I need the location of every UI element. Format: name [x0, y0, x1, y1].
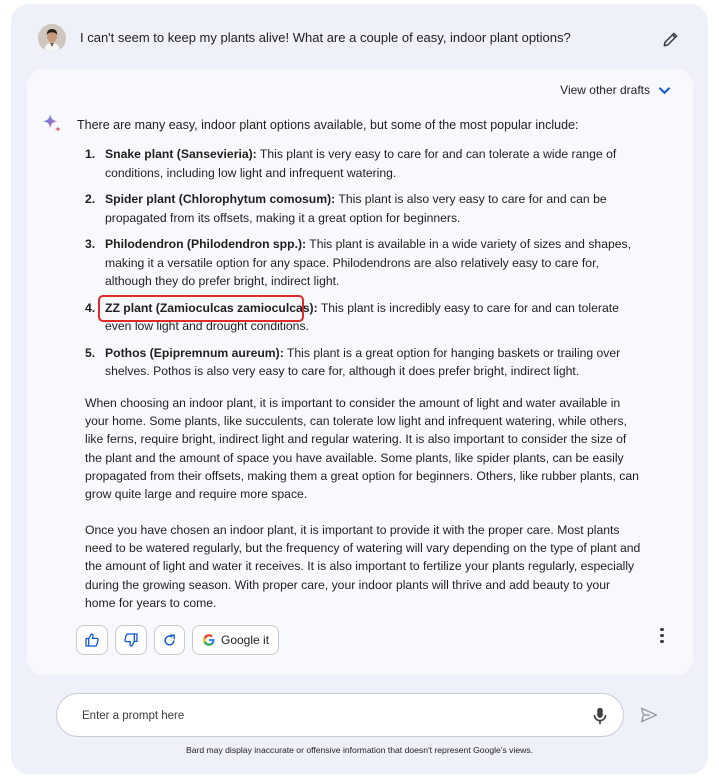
- google-g-icon: [202, 633, 216, 647]
- mic-icon[interactable]: [589, 705, 611, 727]
- plant-description: This plant is incredibly easy to care for and can tolerate even low light and drought conditions.: [105, 300, 619, 333]
- response-card: [27, 69, 693, 675]
- thumbs-up-button[interactable]: [76, 625, 108, 655]
- view-drafts-button[interactable]: [560, 83, 671, 97]
- plant-name: Spider plant (Chlorophytum comosum):: [105, 192, 336, 206]
- send-icon[interactable]: [639, 705, 659, 725]
- list-number: 2.: [85, 192, 96, 206]
- list-number: 4.: [85, 300, 96, 315]
- user-prompt-row: [11, 4, 708, 68]
- chat-window: [11, 4, 708, 774]
- plant-description: This plant is available in a wide variety of sizes and shapes, making it a versatile option for any space. Philodendrons are also relatively easy to care for, although they do prefer bright, indirect light.: [105, 237, 632, 288]
- list-item: [85, 190, 645, 227]
- plant-name: Pothos (Epipremnum aureum):: [105, 345, 284, 360]
- refresh-icon: [162, 633, 177, 648]
- plant-description: This plant is also very easy to care for and can be propagated from its offsets, making it a great option for beginners.: [105, 192, 607, 225]
- response-intro: There are many easy, indoor plant options available, but some of the most popular include:: [77, 118, 579, 132]
- google-it-button[interactable]: [192, 625, 279, 655]
- thumbs-up-icon: [84, 632, 100, 648]
- avatar: [38, 24, 66, 52]
- plant-list: [85, 145, 645, 389]
- prompt-input-box: [56, 693, 624, 737]
- sparkle-icon: [41, 113, 63, 135]
- plant-name: Snake plant (Sansevieria):: [105, 147, 257, 161]
- user-prompt-text: I can't seem to keep my plants alive! What are a couple of easy, indoor plant options?: [80, 30, 571, 45]
- more-vertical-icon[interactable]: [659, 628, 665, 646]
- plant-description: This plant is a great option for hanging baskets or trailing over shelves. Pothos is also very easy to care for, although it does prefer bright, indirect light.: [105, 345, 621, 378]
- pencil-icon[interactable]: [661, 29, 681, 49]
- list-item: [85, 344, 645, 381]
- plant-name: ZZ plant (Zamioculcas zamioculcas):: [105, 300, 318, 315]
- list-item: [85, 235, 645, 291]
- thumbs-down-button[interactable]: [115, 625, 147, 655]
- list-item: [85, 145, 645, 182]
- view-drafts-label: View other drafts: [560, 83, 650, 97]
- response-actions: [76, 625, 279, 655]
- list-number: 1.: [85, 147, 96, 161]
- disclaimer: Bard may display inaccurate or offensive information that doesn't represent Google's views.: [185, 745, 534, 755]
- response-paragraph-2: Once you have chosen an indoor plant, it is important to provide it with the proper care. Most plants need to be watered regularly, but the frequency of watering will vary depending on the type of plant and the amount of light and water it receives. It is also important to fertilize your plants regularly, especially during the growing season. With proper care, your indoor plants will thrive and add beauty to your home for years to come.: [85, 523, 641, 610]
- response-paragraph-1: When choosing an indoor plant, it is important to consider the amount of light and water available in your home. Some plants, like succulents, can tolerate low light and infrequent watering, while others, like ferns, require bright, indirect light and regular watering. It is also important to consider the size of the plant and the amount of space you have available. Some plants, like spider plants, can be easily propagated from their offsets, making them a great option for beginners. Others, like rubber plants, can grow quite large and require more space.: [85, 396, 639, 502]
- chevron-down-icon: [658, 86, 671, 95]
- thumbs-down-icon: [123, 632, 139, 648]
- list-number: 3.: [85, 237, 96, 251]
- plant-description: This plant is very easy to care for and can tolerate a wide range of conditions, including low light and infrequent watering.: [105, 147, 617, 180]
- list-number: 5.: [85, 345, 96, 360]
- list-item: [85, 299, 645, 336]
- prompt-input[interactable]: [82, 706, 562, 726]
- google-it-label: Google it: [221, 633, 270, 647]
- regenerate-button[interactable]: [154, 625, 185, 655]
- plant-name: Philodendron (Philodendron spp.):: [105, 237, 307, 251]
